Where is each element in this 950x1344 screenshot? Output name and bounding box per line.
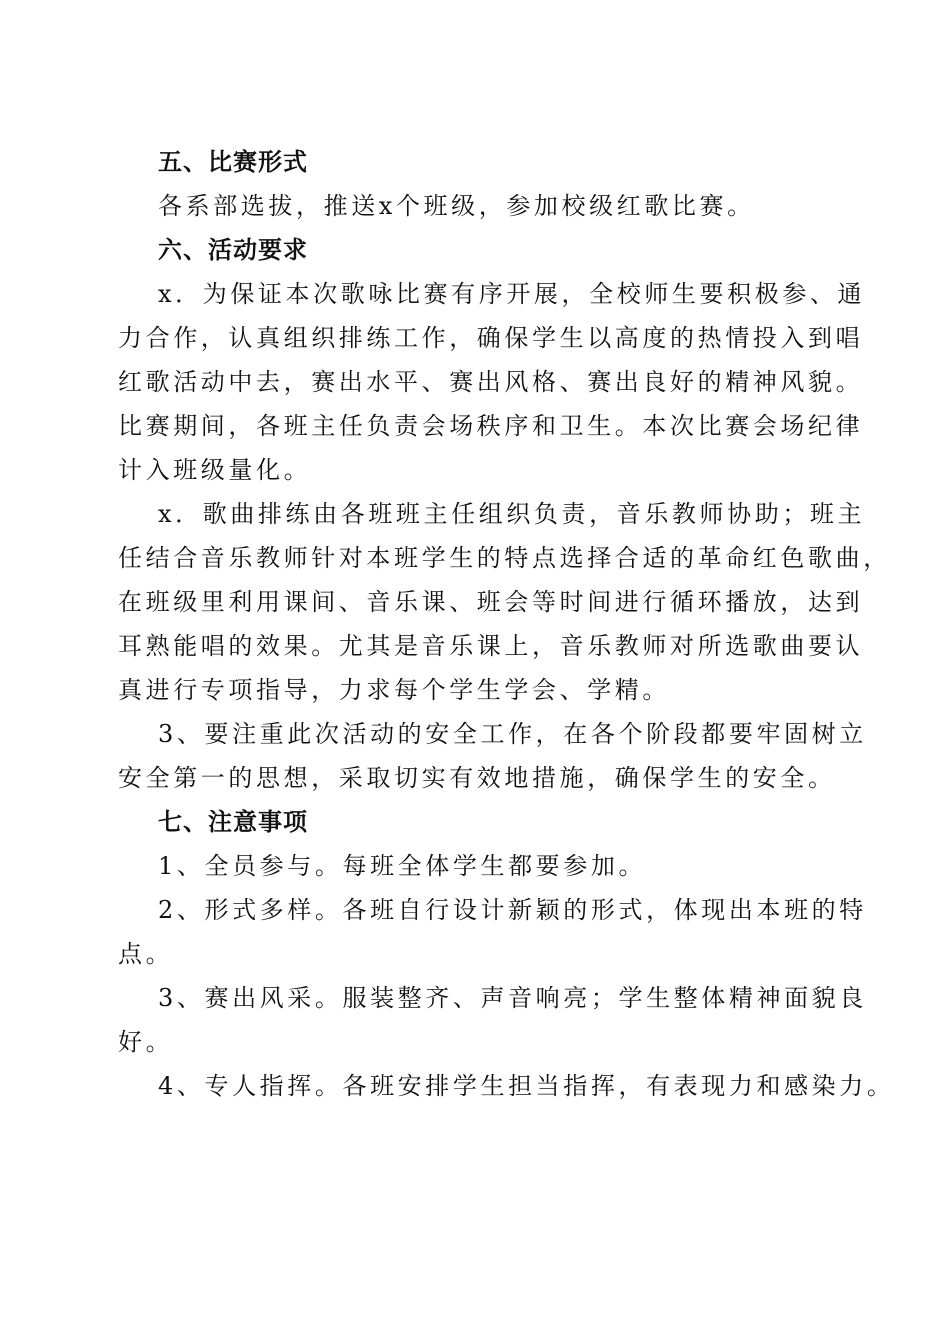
text-line: 2、形式多样。各班自行设计新颖的形式，体现出本班的特 — [158, 896, 867, 924]
text-line: 在班级里利用课间、音乐课、班会等时间进行循环播放，达到 — [118, 588, 864, 616]
paragraph-note-1 — [118, 844, 834, 888]
paragraph-note-3 — [118, 976, 867, 1064]
text-line: 力合作，认真组织排练工作，确保学生以高度的热情投入到唱 — [118, 324, 864, 352]
text-line: 3、要注重此次活动的安全工作，在各个阶段都要牢固树立 — [158, 720, 867, 748]
text-line: x．为保证本次歌咏比赛有序开展，全校师生要积极参、通 — [158, 280, 866, 308]
section-heading-notes: 七、注意事项 — [158, 808, 308, 836]
paragraph-requirement-3 — [118, 712, 867, 800]
section-heading-activity-requirements: 六、活动要求 — [158, 236, 308, 264]
text-line: 计入班级量化。 — [118, 456, 312, 484]
paragraph-note-2 — [118, 888, 867, 976]
text-line: 真进行专项指导，力求每个学生学会、学精。 — [118, 676, 670, 704]
paragraph-requirement-2 — [118, 492, 891, 712]
text-line: 安全第一的思想，采取切实有效地措施，确保学生的安全。 — [118, 764, 836, 792]
text-line: 4、专人指挥。各班安排学生担当指挥，有表现力和感染力。 — [158, 1072, 895, 1100]
text-line: 点。 — [118, 940, 174, 968]
text-line: 比赛期间，各班主任负责会场秩序和卫生。本次比赛会场纪律 — [118, 412, 864, 440]
paragraph-requirement-1 — [118, 272, 866, 492]
text-line: x．歌曲排练由各班班主任组织负责，音乐教师协助；班主 — [158, 500, 866, 528]
text-line: 任结合音乐教师针对本班学生的特点选择合适的革命红色歌曲， — [118, 544, 891, 572]
text-line: 1、全员参与。每班全体学生都要参加。 — [158, 852, 647, 880]
text-line: 各系部选拔，推送x个班级，参加校级红歌比赛。 — [158, 192, 755, 220]
paragraph-competition-format — [118, 184, 834, 228]
paragraph-note-4 — [118, 1064, 895, 1108]
document-page — [118, 140, 895, 1108]
text-line: 耳熟能唱的效果。尤其是音乐课上，音乐教师对所选歌曲要认 — [118, 632, 864, 660]
text-line: 红歌活动中去，赛出水平、赛出风格、赛出良好的精神风貌。 — [118, 368, 864, 396]
text-line: 好。 — [118, 1028, 174, 1056]
text-line: 3、赛出风采。服装整齐、声音响亮；学生整体精神面貌良 — [158, 984, 867, 1012]
section-heading-competition-format: 五、比赛形式 — [158, 148, 308, 176]
